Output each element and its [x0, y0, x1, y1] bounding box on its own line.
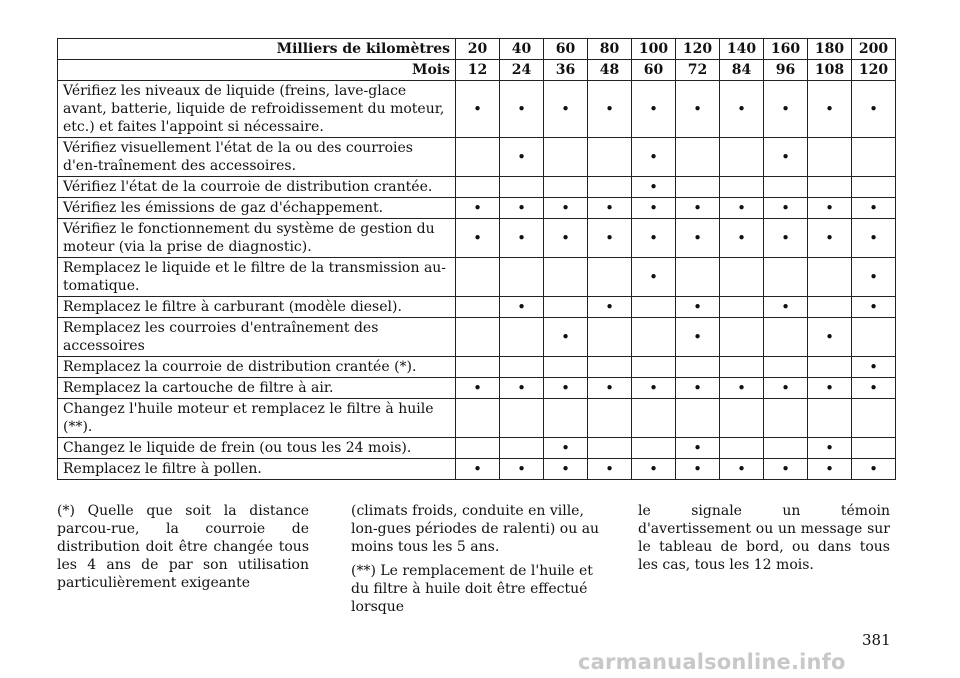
- table-row: [58, 297, 896, 318]
- bullet-mark: •: [852, 357, 896, 378]
- empty-cell: [632, 399, 676, 438]
- bullet-mark: •: [544, 378, 588, 399]
- bullet-mark: •: [456, 81, 500, 138]
- empty-cell: [456, 399, 500, 438]
- bullet-mark: •: [852, 459, 896, 480]
- empty-cell: [676, 138, 720, 177]
- row-description: Changez le liquide de frein (ou tous les 24 mois).: [58, 438, 456, 459]
- empty-cell: [720, 318, 764, 357]
- row-description: Vérifiez visuellement l'état de la ou des courroies d'en-traînement des accessoires.: [58, 138, 456, 177]
- bullet-mark: •: [764, 219, 808, 258]
- empty-cell: [500, 438, 544, 459]
- empty-cell: [852, 438, 896, 459]
- bullet-mark: •: [544, 318, 588, 357]
- bullet-mark: •: [764, 198, 808, 219]
- header-value: 80: [588, 39, 632, 60]
- footnote-column-1: [57, 502, 309, 598]
- row-description: Remplacez le filtre à pollen.: [58, 459, 456, 480]
- empty-cell: [500, 399, 544, 438]
- bullet-mark: •: [720, 81, 764, 138]
- bullet-mark: •: [544, 219, 588, 258]
- header-label: Milliers de kilomètres: [58, 39, 456, 60]
- bullet-mark: •: [544, 198, 588, 219]
- header-value: 48: [588, 60, 632, 81]
- table-row: [58, 399, 896, 438]
- bullet-mark: •: [632, 198, 676, 219]
- empty-cell: [720, 138, 764, 177]
- header-value: 140: [720, 39, 764, 60]
- empty-cell: [764, 177, 808, 198]
- bullet-mark: •: [632, 378, 676, 399]
- table-row: [58, 459, 896, 480]
- empty-cell: [588, 177, 632, 198]
- empty-cell: [588, 138, 632, 177]
- row-description: Changez l'huile moteur et remplacez le filtre à huile (**).: [58, 399, 456, 438]
- empty-cell: [456, 297, 500, 318]
- header-value: 20: [456, 39, 500, 60]
- header-value: 72: [676, 60, 720, 81]
- bullet-mark: •: [852, 198, 896, 219]
- footnote-timing-belt-cont: (climats froids, conduite en ville, lon-gues périodes de ralenti) ou au moins tous les 5 ans.: [351, 503, 600, 555]
- empty-cell: [720, 297, 764, 318]
- empty-cell: [764, 357, 808, 378]
- table-header: [58, 39, 896, 81]
- bullet-mark: •: [808, 318, 852, 357]
- bullet-mark: •: [764, 81, 808, 138]
- empty-cell: [456, 438, 500, 459]
- empty-cell: [808, 399, 852, 438]
- footnote-column-2: [351, 502, 603, 622]
- empty-cell: [456, 177, 500, 198]
- table-row: [58, 438, 896, 459]
- row-description: Vérifiez les émissions de gaz d'échappement.: [58, 198, 456, 219]
- empty-cell: [808, 138, 852, 177]
- empty-cell: [764, 399, 808, 438]
- empty-cell: [676, 177, 720, 198]
- row-description: Remplacez les courroies d'entraînement des accessoires: [58, 318, 456, 357]
- header-value: 84: [720, 60, 764, 81]
- empty-cell: [632, 318, 676, 357]
- empty-cell: [808, 357, 852, 378]
- empty-cell: [588, 438, 632, 459]
- table-row: [58, 219, 896, 258]
- table-row: [58, 258, 896, 297]
- bullet-mark: •: [808, 459, 852, 480]
- empty-cell: [852, 177, 896, 198]
- bullet-mark: •: [500, 297, 544, 318]
- bullet-mark: •: [852, 297, 896, 318]
- bullet-mark: •: [720, 219, 764, 258]
- bullet-mark: •: [588, 297, 632, 318]
- bullet-mark: •: [632, 138, 676, 177]
- row-description: Remplacez la cartouche de filtre à air.: [58, 378, 456, 399]
- empty-cell: [544, 357, 588, 378]
- header-label: Mois: [58, 60, 456, 81]
- empty-cell: [676, 258, 720, 297]
- header-value: 40: [500, 39, 544, 60]
- header-value: 36: [544, 60, 588, 81]
- header-value: 60: [544, 39, 588, 60]
- empty-cell: [500, 177, 544, 198]
- empty-cell: [852, 138, 896, 177]
- bullet-mark: •: [808, 81, 852, 138]
- bullet-mark: •: [808, 438, 852, 459]
- row-description: Remplacez le liquide et le filtre de la transmission au-tomatique.: [58, 258, 456, 297]
- header-value: 120: [852, 60, 896, 81]
- row-description: Remplacez le filtre à carburant (modèle diesel).: [58, 297, 456, 318]
- table-row: [58, 318, 896, 357]
- empty-cell: [456, 357, 500, 378]
- bullet-mark: •: [764, 138, 808, 177]
- footnote-column-3: [638, 502, 890, 580]
- header-value: 60: [632, 60, 676, 81]
- header-value: 120: [676, 39, 720, 60]
- row-description: Vérifiez le fonctionnement du système de gestion du moteur (via la prise de diagnostic).: [58, 219, 456, 258]
- bullet-mark: •: [720, 459, 764, 480]
- empty-cell: [720, 399, 764, 438]
- bullet-mark: •: [588, 219, 632, 258]
- table-row: [58, 81, 896, 138]
- bullet-mark: •: [720, 378, 764, 399]
- footnote-timing-belt: (*) Quelle que soit la distance parcou-rue, la courroie de distribution doit être changée tous les 4 ans de par son utilisation particulièrement exigeante: [57, 503, 309, 591]
- row-description: Vérifiez l'état de la courroie de distribution crantée.: [58, 177, 456, 198]
- empty-cell: [544, 297, 588, 318]
- bullet-mark: •: [852, 378, 896, 399]
- bullet-mark: •: [764, 378, 808, 399]
- empty-cell: [456, 138, 500, 177]
- header-value: 100: [632, 39, 676, 60]
- bullet-mark: •: [632, 219, 676, 258]
- bullet-mark: •: [808, 219, 852, 258]
- maintenance-schedule-table: [57, 38, 896, 480]
- bullet-mark: •: [676, 378, 720, 399]
- empty-cell: [632, 357, 676, 378]
- bullet-mark: •: [852, 219, 896, 258]
- bullet-mark: •: [676, 81, 720, 138]
- bullet-mark: •: [500, 198, 544, 219]
- empty-cell: [720, 438, 764, 459]
- empty-cell: [456, 258, 500, 297]
- footnote-oil-change: (**) Le remplacement de l'huile et du filtre à huile doit être effectué lorsque: [351, 563, 593, 615]
- empty-cell: [588, 399, 632, 438]
- bullet-mark: •: [720, 198, 764, 219]
- bullet-mark: •: [500, 378, 544, 399]
- empty-cell: [852, 318, 896, 357]
- table-row: [58, 378, 896, 399]
- bullet-mark: •: [764, 297, 808, 318]
- empty-cell: [456, 318, 500, 357]
- empty-cell: [500, 258, 544, 297]
- empty-cell: [544, 399, 588, 438]
- bullet-mark: •: [500, 81, 544, 138]
- empty-cell: [808, 177, 852, 198]
- bullet-mark: •: [676, 219, 720, 258]
- bullet-mark: •: [588, 198, 632, 219]
- empty-cell: [588, 258, 632, 297]
- table-row: [58, 138, 896, 177]
- empty-cell: [588, 357, 632, 378]
- empty-cell: [720, 258, 764, 297]
- empty-cell: [808, 258, 852, 297]
- bullet-mark: •: [588, 378, 632, 399]
- bullet-mark: •: [632, 177, 676, 198]
- empty-cell: [676, 357, 720, 378]
- footnote-oil-change-cont: le signale un témoin d'avertissement ou un message sur le tableau de bord, ou dans tous les cas, tous les 12 mois.: [638, 503, 890, 573]
- bullet-mark: •: [632, 258, 676, 297]
- watermark: carmanualsonline.info: [578, 650, 846, 674]
- empty-cell: [764, 318, 808, 357]
- bullet-mark: •: [852, 81, 896, 138]
- empty-cell: [764, 438, 808, 459]
- empty-cell: [500, 357, 544, 378]
- row-description: Vérifiez les niveaux de liquide (freins, lave-glace avant, batterie, liquide de refroidissement du moteur, etc.) et faites l'appoint si nécessaire.: [58, 81, 456, 138]
- empty-cell: [852, 399, 896, 438]
- bullet-mark: •: [588, 459, 632, 480]
- empty-cell: [544, 177, 588, 198]
- empty-cell: [764, 258, 808, 297]
- bullet-mark: •: [632, 459, 676, 480]
- empty-cell: [808, 297, 852, 318]
- empty-cell: [588, 318, 632, 357]
- table-row: [58, 357, 896, 378]
- header-value: 180: [808, 39, 852, 60]
- bullet-mark: •: [544, 459, 588, 480]
- empty-cell: [500, 318, 544, 357]
- header-row: [58, 60, 896, 81]
- bullet-mark: •: [456, 198, 500, 219]
- bullet-mark: •: [500, 219, 544, 258]
- header-value: 12: [456, 60, 500, 81]
- bullet-mark: •: [544, 438, 588, 459]
- bullet-mark: •: [676, 438, 720, 459]
- bullet-mark: •: [676, 297, 720, 318]
- header-row: [58, 39, 896, 60]
- bullet-mark: •: [676, 198, 720, 219]
- header-value: 96: [764, 60, 808, 81]
- bullet-mark: •: [852, 258, 896, 297]
- bullet-mark: •: [456, 378, 500, 399]
- bullet-mark: •: [500, 459, 544, 480]
- empty-cell: [544, 258, 588, 297]
- bullet-mark: •: [764, 459, 808, 480]
- bullet-mark: •: [588, 81, 632, 138]
- bullet-mark: •: [808, 378, 852, 399]
- header-value: 24: [500, 60, 544, 81]
- empty-cell: [676, 399, 720, 438]
- bullet-mark: •: [676, 459, 720, 480]
- empty-cell: [544, 138, 588, 177]
- header-value: 160: [764, 39, 808, 60]
- bullet-mark: •: [456, 219, 500, 258]
- bullet-mark: •: [544, 81, 588, 138]
- row-description: Remplacez la courroie de distribution crantée (*).: [58, 357, 456, 378]
- bullet-mark: •: [676, 318, 720, 357]
- bullet-mark: •: [632, 81, 676, 138]
- empty-cell: [632, 297, 676, 318]
- empty-cell: [632, 438, 676, 459]
- page-number: 381: [862, 631, 891, 649]
- empty-cell: [720, 357, 764, 378]
- header-value: 108: [808, 60, 852, 81]
- table-row: [58, 177, 896, 198]
- header-value: 200: [852, 39, 896, 60]
- bullet-mark: •: [808, 198, 852, 219]
- bullet-mark: •: [500, 138, 544, 177]
- table-body: [58, 81, 896, 480]
- bullet-mark: •: [456, 459, 500, 480]
- empty-cell: [720, 177, 764, 198]
- table-row: [58, 198, 896, 219]
